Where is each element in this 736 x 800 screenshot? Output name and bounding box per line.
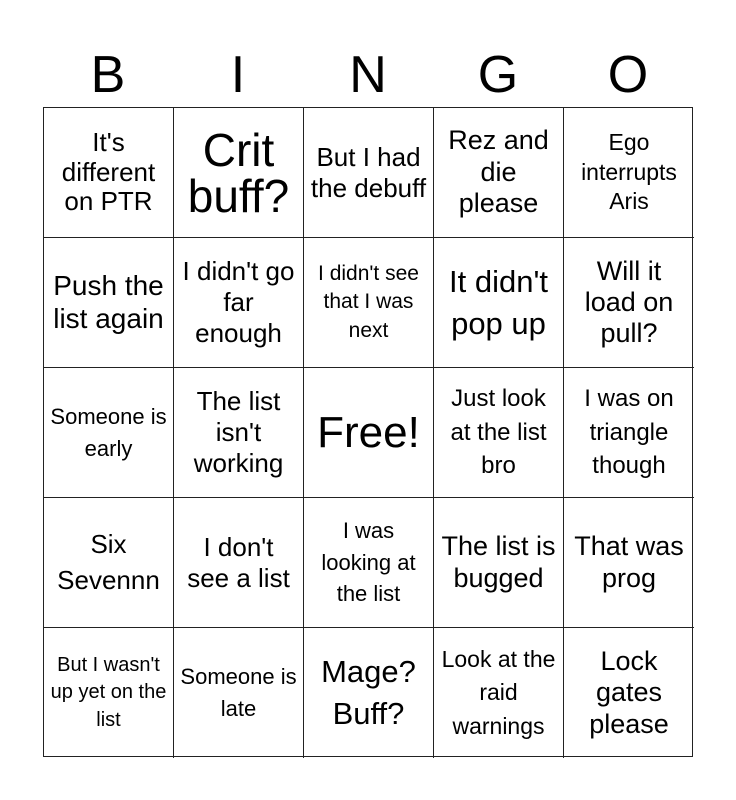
cell-text: Mage? Buff? <box>321 654 416 731</box>
bingo-cell[interactable] <box>304 108 434 238</box>
bingo-cell[interactable] <box>434 238 564 368</box>
bingo-cell[interactable] <box>564 628 694 758</box>
bingo-cell[interactable] <box>564 498 694 628</box>
bingo-cell[interactable] <box>304 238 434 368</box>
cell-text: But I wasn't up yet on the list <box>50 653 167 731</box>
cell-text: I was on triangle though <box>584 385 674 480</box>
bingo-board <box>43 107 693 757</box>
bingo-cell[interactable] <box>174 368 304 498</box>
bingo-cell[interactable] <box>304 628 434 758</box>
header-letter-o: O <box>607 46 649 104</box>
bingo-cell[interactable] <box>434 628 564 758</box>
bingo-cell[interactable] <box>44 238 174 368</box>
header-letter-g: G <box>477 46 519 104</box>
bingo-cell[interactable] <box>174 238 304 368</box>
bingo-cell[interactable] <box>174 498 304 628</box>
cell-text: I didn't go far enough <box>182 256 295 348</box>
cell-text: It's different on PTR <box>61 126 156 217</box>
cell-text: Rez and die please <box>448 124 549 219</box>
cell-text: The list is bugged <box>441 530 556 593</box>
bingo-cell[interactable] <box>44 498 174 628</box>
bingo-cell[interactable] <box>564 108 694 238</box>
bingo-cell[interactable] <box>564 368 694 498</box>
bingo-cell[interactable] <box>434 368 564 498</box>
cell-text: Lock gates please <box>589 646 669 739</box>
cell-text: Ego interrupts Aris <box>581 128 677 215</box>
bingo-cell[interactable] <box>174 628 304 758</box>
cell-text: I don't see a list <box>187 531 290 593</box>
cell-text: Six Sevennn <box>57 529 160 595</box>
header-letter-i: I <box>230 46 246 104</box>
cell-text: That was prog <box>574 530 684 593</box>
cell-text: It didn't pop up <box>449 263 548 341</box>
cell-text: Push the list again <box>53 270 164 334</box>
cell-text: But I had the debuff <box>310 141 427 203</box>
cell-text: I was looking at the list <box>321 517 416 607</box>
cell-text: Crit buff? <box>187 123 290 222</box>
bingo-cell[interactable] <box>304 498 434 628</box>
bingo-cell[interactable] <box>564 238 694 368</box>
bingo-cell[interactable] <box>434 108 564 238</box>
bingo-header <box>43 42 693 108</box>
bingo-cell[interactable] <box>434 498 564 628</box>
bingo-cell[interactable] <box>44 628 174 758</box>
header-letter-b: B <box>90 46 126 104</box>
cell-text: Someone is early <box>50 403 167 461</box>
bingo-cell[interactable] <box>44 108 174 238</box>
bingo-cell[interactable] <box>44 368 174 498</box>
free-space[interactable] <box>304 368 434 498</box>
cell-text: The list isn't working <box>193 386 284 478</box>
cell-text: Just look at the list bro <box>450 385 547 480</box>
cell-text: Look at the raid warnings <box>441 645 556 739</box>
header-letter-n: N <box>349 46 387 104</box>
cell-text: Someone is late <box>180 664 297 721</box>
free-space-text: Free! <box>317 407 420 457</box>
bingo-cell[interactable] <box>174 108 304 238</box>
cell-text: I didn't see that I was next <box>318 261 419 342</box>
cell-text: Will it load on pull? <box>584 255 674 349</box>
